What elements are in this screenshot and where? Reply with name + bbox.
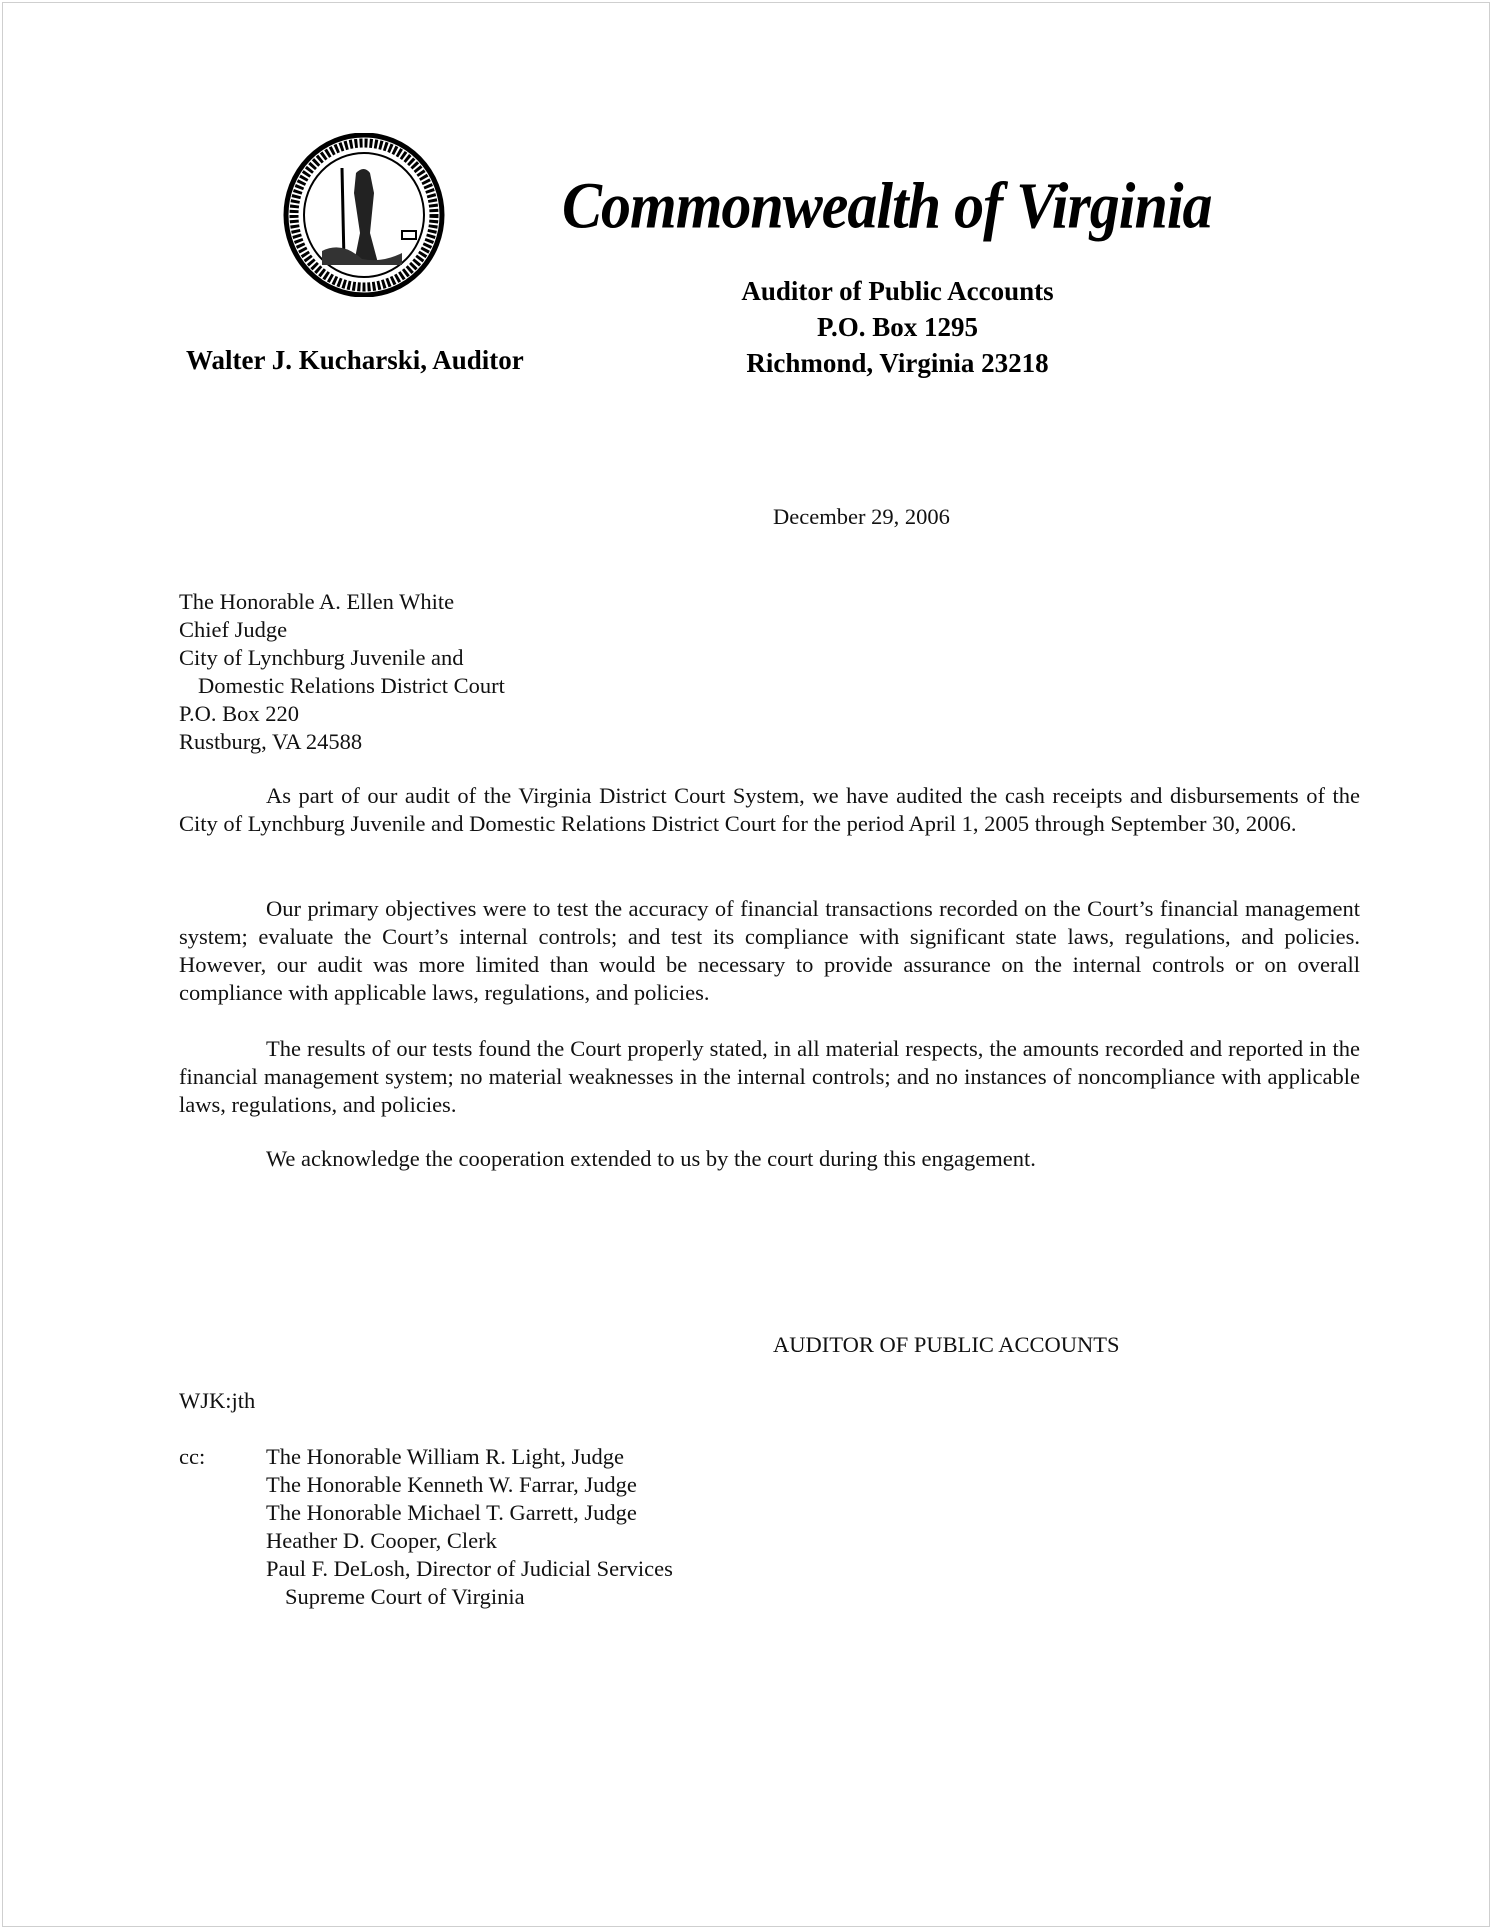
letter-date: December 29, 2006	[773, 504, 950, 529]
office-name: Auditor of Public Accounts	[741, 276, 1054, 306]
recipient-line: The Honorable A. Ellen White	[179, 589, 455, 614]
cc-recipient: The Honorable Michael T. Garrett, Judge	[266, 1500, 637, 1525]
recipient-line: Rustburg, VA 24588	[179, 729, 363, 754]
body-paragraph: As part of our audit of the Virginia District Court System, we have audited the cash receipts and disbursements of the City of Lynchburg Juvenile and Domestic Relations District Court for the period April 1, 2005 through September 30, 2006.	[179, 783, 1360, 836]
recipient-line: P.O. Box 220	[179, 701, 300, 726]
cc-recipient: The Honorable Kenneth W. Farrar, Judge	[266, 1472, 637, 1497]
office-address	[680, 273, 1115, 381]
recipient-line: Domestic Relations District Court	[198, 673, 505, 698]
recipient-line: Chief Judge	[179, 617, 288, 642]
cc-recipient: Heather D. Cooper, Clerk	[266, 1528, 497, 1553]
body-paragraph: The results of our tests found the Court properly stated, in all material respects, the amounts recorded and reported in the financial management system; no material weaknesses in the internal controls; and no instances of noncompliance with applicable laws, regulations, and policies.	[179, 1036, 1360, 1117]
cc-recipient: Supreme Court of Virginia	[285, 1584, 525, 1609]
cc-recipient: Paul F. DeLosh, Director of Judicial Services	[266, 1556, 673, 1581]
cc-recipient: The Honorable William R. Light, Judge	[266, 1444, 624, 1469]
body-paragraph: Our primary objectives were to test the accuracy of financial transactions recorded on the Court’s financial management system; evaluate the Court’s internal controls; and test its compliance with significant state laws, regulations, and policies. However, our audit was more limited than would be necessary to provide assurance on the internal controls or on overall compliance with applicable laws, regulations, and policies.	[179, 896, 1360, 1005]
body-paragraph: We acknowledge the cooperation extended to us by the court during this engagement.	[266, 1146, 1036, 1171]
virginia-seal-logo	[282, 133, 446, 297]
letterhead-title: Commonwealth of Virginia	[562, 169, 1212, 242]
auditor-name: Walter J. Kucharski, Auditor	[186, 345, 524, 375]
office-po-box: P.O. Box 1295	[816, 312, 979, 342]
recipient-address	[179, 588, 505, 756]
office-city: Richmond, Virginia 23218	[746, 348, 1049, 378]
reference-initials: WJK:jth	[179, 1388, 256, 1413]
cc-label: cc:	[179, 1444, 206, 1469]
signature-block: AUDITOR OF PUBLIC ACCOUNTS	[773, 1332, 1120, 1357]
recipient-line: City of Lynchburg Juvenile and	[179, 645, 464, 670]
